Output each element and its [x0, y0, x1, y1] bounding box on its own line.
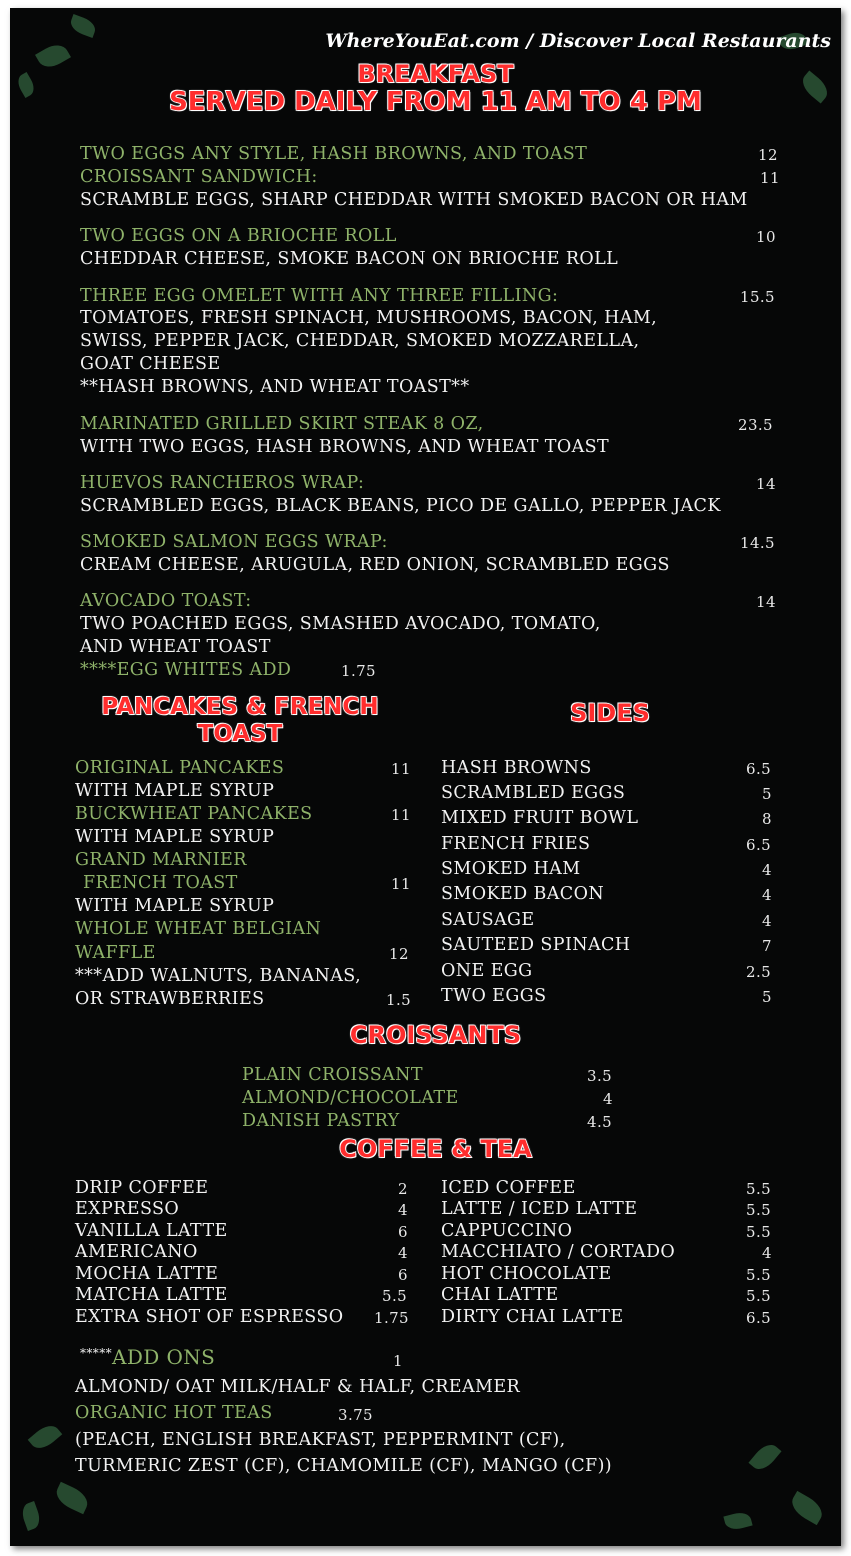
- item-price: 11: [391, 760, 411, 778]
- side-price: 4: [762, 912, 772, 930]
- item-name: WHOLE WHEAT BELGIAN: [75, 919, 322, 939]
- item-price: 14: [756, 593, 776, 611]
- coffee-item: MACCHIATO / CORTADO: [441, 1242, 676, 1262]
- pancakes-title: PANCAKES & FRENCH: [101, 694, 379, 720]
- item-description: WITH MAPLE SYRUP: [75, 781, 275, 801]
- coffee-item: DRIP COFFEE: [75, 1178, 209, 1198]
- coffee-item: MATCHA LATTE: [75, 1285, 228, 1305]
- addons-label: ADD ONS: [112, 1345, 216, 1369]
- addon-price: 1.5: [386, 991, 412, 1009]
- item-name: CROISSANT SANDWICH:: [80, 167, 318, 187]
- side-item: SAUTEED SPINACH: [441, 935, 631, 955]
- side-item: TWO EGGS: [441, 986, 547, 1006]
- addon-price: 1.75: [341, 662, 376, 680]
- addons-stars: *****: [80, 1346, 112, 1360]
- croissant-price: 3.5: [587, 1067, 613, 1085]
- item-description: CREAM CHEESE, ARUGULA, RED ONION, SCRAMBLED EGGS: [80, 555, 670, 575]
- item-price: 11: [760, 169, 780, 187]
- item-description: TOMATOES, FRESH SPINACH, MUSHROOMS, BACON, HAM,: [80, 308, 658, 328]
- croissants-title: CROISSANTS: [349, 1021, 522, 1049]
- croissant-item: ALMOND/CHOCOLATE: [242, 1088, 459, 1108]
- coffee-price: 6.5: [746, 1309, 772, 1327]
- item-description: AND WHEAT TOAST: [80, 637, 271, 657]
- coffee-price: 2: [398, 1180, 408, 1198]
- item-description: TWO POACHED EGGS, SMASHED AVOCADO, TOMATO,: [80, 614, 601, 634]
- side-item: HASH BROWNS: [441, 758, 592, 778]
- side-item: ONE EGG: [441, 961, 533, 981]
- item-name: TWO EGGS ON A BRIOCHE ROLL: [80, 226, 397, 246]
- site-banner: WhereYouEat.com / Discover Local Restaurants: [325, 30, 831, 52]
- teas-description: TURMERIC ZEST (CF), CHAMOMILE (CF), MANGO (CF)): [75, 1456, 613, 1476]
- sides-title: SIDES: [570, 699, 650, 727]
- item-name: THREE EGG OMELET WITH ANY THREE FILLING:: [80, 286, 559, 306]
- side-price: 5: [762, 988, 772, 1006]
- item-price: 12: [758, 146, 778, 164]
- item-name: BUCKWHEAT PANCAKES: [75, 804, 313, 824]
- item-name: ORIGINAL PANCAKES: [75, 758, 285, 778]
- side-price: 2.5: [746, 963, 772, 981]
- addons-description: ALMOND/ OAT MILK/HALF & HALF, CREAMER: [75, 1377, 521, 1397]
- item-description: SCRAMBLED EGGS, BLACK BEANS, PICO DE GALLO, PEPPER JACK: [80, 496, 721, 516]
- side-item: SAUSAGE: [441, 910, 535, 930]
- coffee-item: LATTE / ICED LATTE: [441, 1199, 638, 1219]
- coffee-price: 5.5: [746, 1223, 772, 1241]
- coffee-price: 6: [398, 1223, 408, 1241]
- item-description: CHEDDAR CHEESE, SMOKE BACON ON BRIOCHE ROLL: [80, 249, 619, 269]
- coffee-price: 5.5: [382, 1287, 408, 1305]
- coffee-price: 5.5: [746, 1287, 772, 1305]
- breakfast-subtitle: SERVED DAILY FROM 11 AM TO 4 PM: [169, 87, 702, 117]
- side-price: 7: [762, 937, 772, 955]
- leaf-decoration: [28, 1420, 63, 1453]
- item-price: 23.5: [738, 416, 773, 434]
- item-name: SMOKED SALMON EGGS WRAP:: [80, 532, 388, 552]
- side-item: FRENCH FRIES: [441, 834, 591, 854]
- leaf-decoration: [787, 1491, 826, 1525]
- leaf-decoration: [52, 1482, 91, 1514]
- item-description: WITH MAPLE SYRUP: [75, 827, 275, 847]
- item-description: WITH MAPLE SYRUP: [75, 896, 275, 916]
- pancakes-title-line2: TOAST: [197, 721, 283, 747]
- coffee-item: EXTRA SHOT OF ESPRESSO: [75, 1307, 344, 1327]
- item-name: WAFFLE: [75, 943, 156, 963]
- coffee-title: COFFEE & TEA: [339, 1135, 532, 1163]
- item-name: GRAND MARNIER: [75, 850, 247, 870]
- coffee-item: EXPRESSO: [75, 1199, 180, 1219]
- teas-price: 3.75: [338, 1406, 373, 1424]
- item-description: SWISS, PEPPER JACK, CHEDDAR, SMOKED MOZZARELLA,: [80, 331, 640, 351]
- teas-description: (PEACH, ENGLISH BREAKFAST, PEPPERMINT (CF),: [75, 1430, 566, 1450]
- leaf-decoration: [723, 1510, 752, 1532]
- croissant-item: PLAIN CROISSANT: [242, 1065, 423, 1085]
- item-name: HUEVOS RANCHEROS WRAP:: [80, 473, 365, 493]
- coffee-price: 6: [398, 1266, 408, 1284]
- item-price: 15.5: [740, 288, 775, 306]
- coffee-item: AMERICANO: [75, 1242, 198, 1262]
- side-price: 5: [762, 785, 772, 803]
- addon-text: OR STRAWBERRIES: [75, 989, 265, 1009]
- side-price: 4: [762, 886, 772, 904]
- side-price: 6.5: [746, 836, 772, 854]
- item-price: 14: [756, 475, 776, 493]
- item-price: 11: [391, 875, 411, 893]
- croissant-price: 4: [603, 1090, 613, 1108]
- coffee-price: 5.5: [746, 1201, 772, 1219]
- coffee-price: 4: [398, 1201, 408, 1219]
- addons-row: [80, 1347, 215, 1369]
- breakfast-title: BREAKFAST: [357, 60, 514, 88]
- coffee-price: 1.75: [374, 1309, 409, 1327]
- croissant-price: 4.5: [587, 1113, 613, 1131]
- item-description: WITH TWO EGGS, HASH BROWNS, AND WHEAT TOAST: [80, 437, 610, 457]
- coffee-price: 4: [398, 1244, 408, 1262]
- item-name: MARINATED GRILLED SKIRT STEAK 8 OZ,: [80, 414, 484, 434]
- coffee-item: CHAI LATTE: [441, 1285, 559, 1305]
- item-name: FRENCH TOAST: [83, 873, 238, 893]
- item-name: AVOCADO TOAST:: [80, 591, 252, 611]
- item-price: 11: [391, 806, 411, 824]
- coffee-price: 4: [762, 1244, 772, 1262]
- leaf-decoration: [748, 1440, 781, 1475]
- coffee-price: 5.5: [746, 1266, 772, 1284]
- coffee-item: CAPPUCCINO: [441, 1221, 573, 1241]
- croissant-item: DANISH PASTRY: [242, 1111, 400, 1131]
- item-description: GOAT CHEESE: [80, 354, 221, 374]
- teas-label: ORGANIC HOT TEAS: [75, 1403, 273, 1423]
- item-description: SCRAMBLE EGGS, SHARP CHEDDAR WITH SMOKED BACON OR HAM: [80, 190, 748, 210]
- item-price: 10: [756, 228, 776, 246]
- side-price: 4: [762, 861, 772, 879]
- item-price: 14.5: [740, 534, 775, 552]
- side-item: SMOKED BACON: [441, 884, 605, 904]
- coffee-item: VANILLA LATTE: [75, 1221, 228, 1241]
- item-name: TWO EGGS ANY STYLE, HASH BROWNS, AND TOAST: [80, 144, 588, 164]
- item-price: 12: [389, 945, 409, 963]
- coffee-item: MOCHA LATTE: [75, 1264, 219, 1284]
- leaf-decoration: [19, 1501, 43, 1531]
- side-item: SMOKED HAM: [441, 859, 581, 879]
- side-item: SCRAMBLED EGGS: [441, 783, 626, 803]
- menu-page: [10, 8, 841, 1546]
- addons-price: 1: [393, 1352, 403, 1370]
- side-price: 8: [762, 810, 772, 828]
- side-item: MIXED FRUIT BOWL: [441, 808, 639, 828]
- coffee-item: DIRTY CHAI LATTE: [441, 1307, 624, 1327]
- side-price: 6.5: [746, 760, 772, 778]
- coffee-item: HOT CHOCOLATE: [441, 1264, 612, 1284]
- coffee-price: 5.5: [746, 1180, 772, 1198]
- coffee-item: ICED COFFEE: [441, 1178, 576, 1198]
- addon-text: ****EGG WHITES ADD: [80, 660, 292, 680]
- addon-text: ***ADD WALNUTS, BANANAS,: [75, 966, 362, 986]
- item-description: **HASH BROWNS, AND WHEAT TOAST**: [80, 377, 470, 397]
